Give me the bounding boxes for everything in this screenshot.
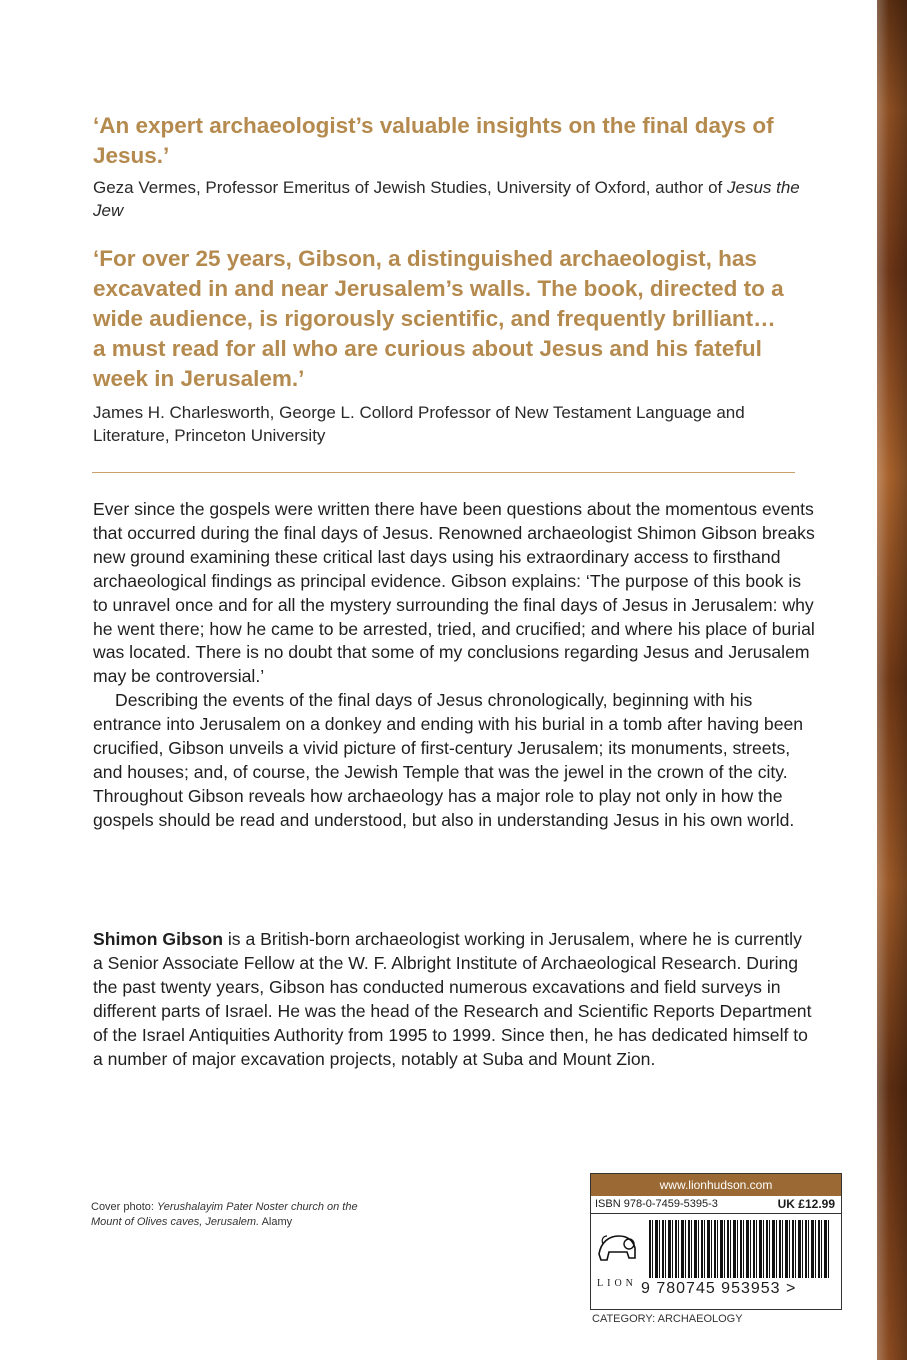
publisher-website: www.lionhudson.com <box>591 1174 841 1196</box>
description <box>93 498 815 833</box>
price: UK £12.99 <box>777 1197 835 1211</box>
description-paragraph-1: Ever since the gospels were written there have been questions about the momentous events that occurred during the final days of Jesus. Renowned archaeologist Shimon Gibson breaks new ground examining these critical last days using his extraordinary access to firsthand archaeological findings as principal evidence. Gibson explains: ‘The purpose of this book is to unravel once and for all the mystery surrounding the final days of Jesus in Jerusalem: why he went there; how he came to be arrested, tried, and crucified; and where his place of burial was located. There is no doubt that some of my conclusions regarding Jesus and Jerusalem may be controversial.’ <box>93 499 815 687</box>
quote-1-attribution: Geza Vermes, Professor Emeritus of Jewish Studies, University of Oxford, author of Jesus the Jew <box>93 178 800 220</box>
description-paragraph-2: Describing the events of the final days of Jesus chronologically, beginning with his entrance into Jerusalem on a donkey and ending with his burial in a tomb after having been crucified, Gibson unveils a vivid picture of first-century Jerusalem; its monuments, streets, and houses; and, of course, the Jewish Temple that was the jewel in the crown of the city. Throughout Gibson reveals how archaeology has a major role to play not only in how the gospels should be read and understood, but also in understanding Jesus in his own world. <box>93 690 804 830</box>
isbn-row <box>591 1196 841 1214</box>
quote-2: ‘For over 25 years, Gibson, a distinguished archaeologist, has excavated in and near Jerusalem’s walls. The book, directed to a wide audience, is rigorously scientific, and frequently brilliant… a must read for all who are curious about Jesus and his fateful week in Jerusalem.’ <box>93 246 784 391</box>
publisher-name: LION <box>597 1278 637 1289</box>
divider <box>92 472 795 473</box>
cover-edge-image <box>877 0 907 1360</box>
lion-logo-icon <box>595 1224 639 1282</box>
cover-photo-credit: Cover photo: Yerushalayim Pater Noster church on the Mount of Olives caves, Jerusalem. Alamy <box>91 1201 358 1228</box>
book-title: Jesus the Jew <box>93 178 800 220</box>
barcode-bars <box>649 1220 829 1278</box>
quote-2-attribution: James H. Charlesworth, George L. Collord Professor of New Testament Language and Literature, Princeton University <box>93 403 745 445</box>
barcode-digits: 9 780745 953953 > <box>641 1280 797 1297</box>
barcode-box <box>590 1173 842 1310</box>
category-label: CATEGORY: ARCHAEOLOGY <box>592 1313 743 1325</box>
quote-1: ‘An expert archaeologist’s valuable insights on the final days of Jesus.’ <box>93 113 774 168</box>
author-bio: Shimon Gibson is a British-born archaeologist working in Jerusalem, where he is currently a Senior Associate Fellow at the W. F. Albright Institute of Archaeological Research. During the past twenty years, Gibson has conducted numerous excavations and field surveys in different parts of Israel. He was the head of the Research and Scientific Reports Department of the Israel Antiquities Authority from 1995 to 1999. Since then, he has dedicated himself to a number of major excavation projects, notably at Suba and Mount Zion. <box>93 929 812 1069</box>
author-name: Shimon Gibson <box>93 929 223 949</box>
isbn: ISBN 978-0-7459-5395-3 <box>595 1198 718 1210</box>
